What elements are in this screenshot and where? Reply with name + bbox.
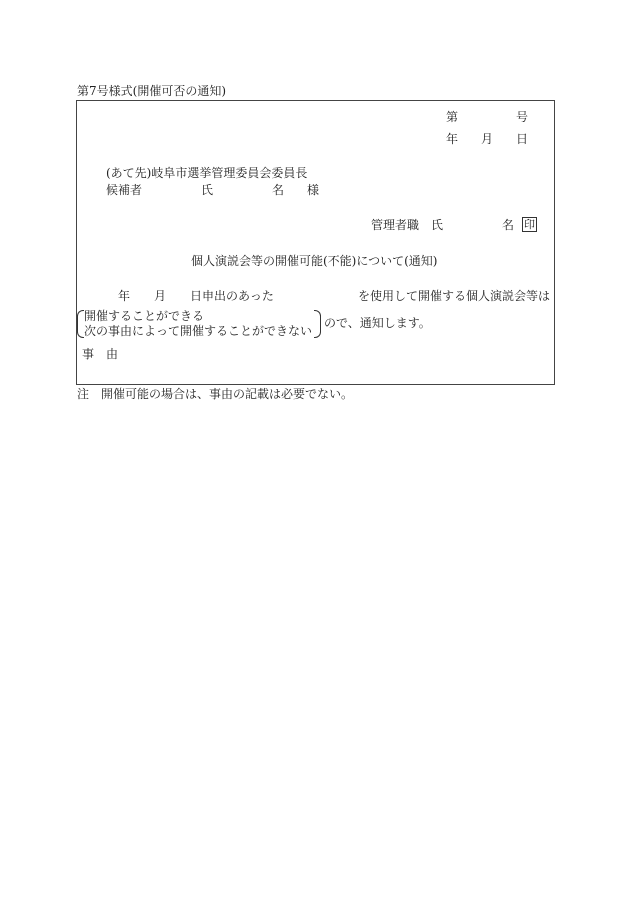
body-year: 年 — [118, 289, 131, 303]
body-use-text: を使用して開催する個人演説会等は — [358, 289, 551, 303]
number-go: 号 — [516, 110, 529, 124]
body-month: 月 — [154, 289, 167, 303]
option-possible: 開催することができる — [84, 309, 205, 323]
date-day: 日 — [516, 132, 529, 146]
left-brace — [77, 310, 84, 338]
addressee-line: (あて先)岐阜市選挙管理委員会委員長 — [106, 166, 308, 180]
body-day-text: 日申出のあった — [190, 289, 274, 303]
candidate-mei: 名 — [272, 183, 285, 197]
manager-mei: 名 — [502, 218, 515, 232]
form-title: 第7号様式(開催可否の通知) — [77, 84, 226, 98]
right-brace — [314, 310, 321, 338]
date-year: 年 — [446, 132, 459, 146]
reason-label: 事 由 — [82, 347, 119, 361]
candidate-label: 候補者 — [106, 183, 143, 197]
date-month: 月 — [481, 132, 494, 146]
number-dai: 第 — [446, 110, 459, 124]
footer-note: 注 開催可能の場合は、事由の記載は必要でない。 — [77, 387, 354, 401]
seal-stamp — [522, 217, 537, 232]
candidate-sama: 様 — [307, 183, 320, 197]
subject-line: 個人演説会等の開催可能(不能)について(通知) — [191, 254, 438, 268]
seal-mark: 印 — [524, 218, 535, 231]
manager-label: 管理者職 氏 — [371, 218, 444, 232]
candidate-shi: 氏 — [201, 183, 214, 197]
body-closing: ので、通知します。 — [324, 316, 431, 330]
option-impossible: 次の事由によって開催することができない — [84, 324, 313, 338]
